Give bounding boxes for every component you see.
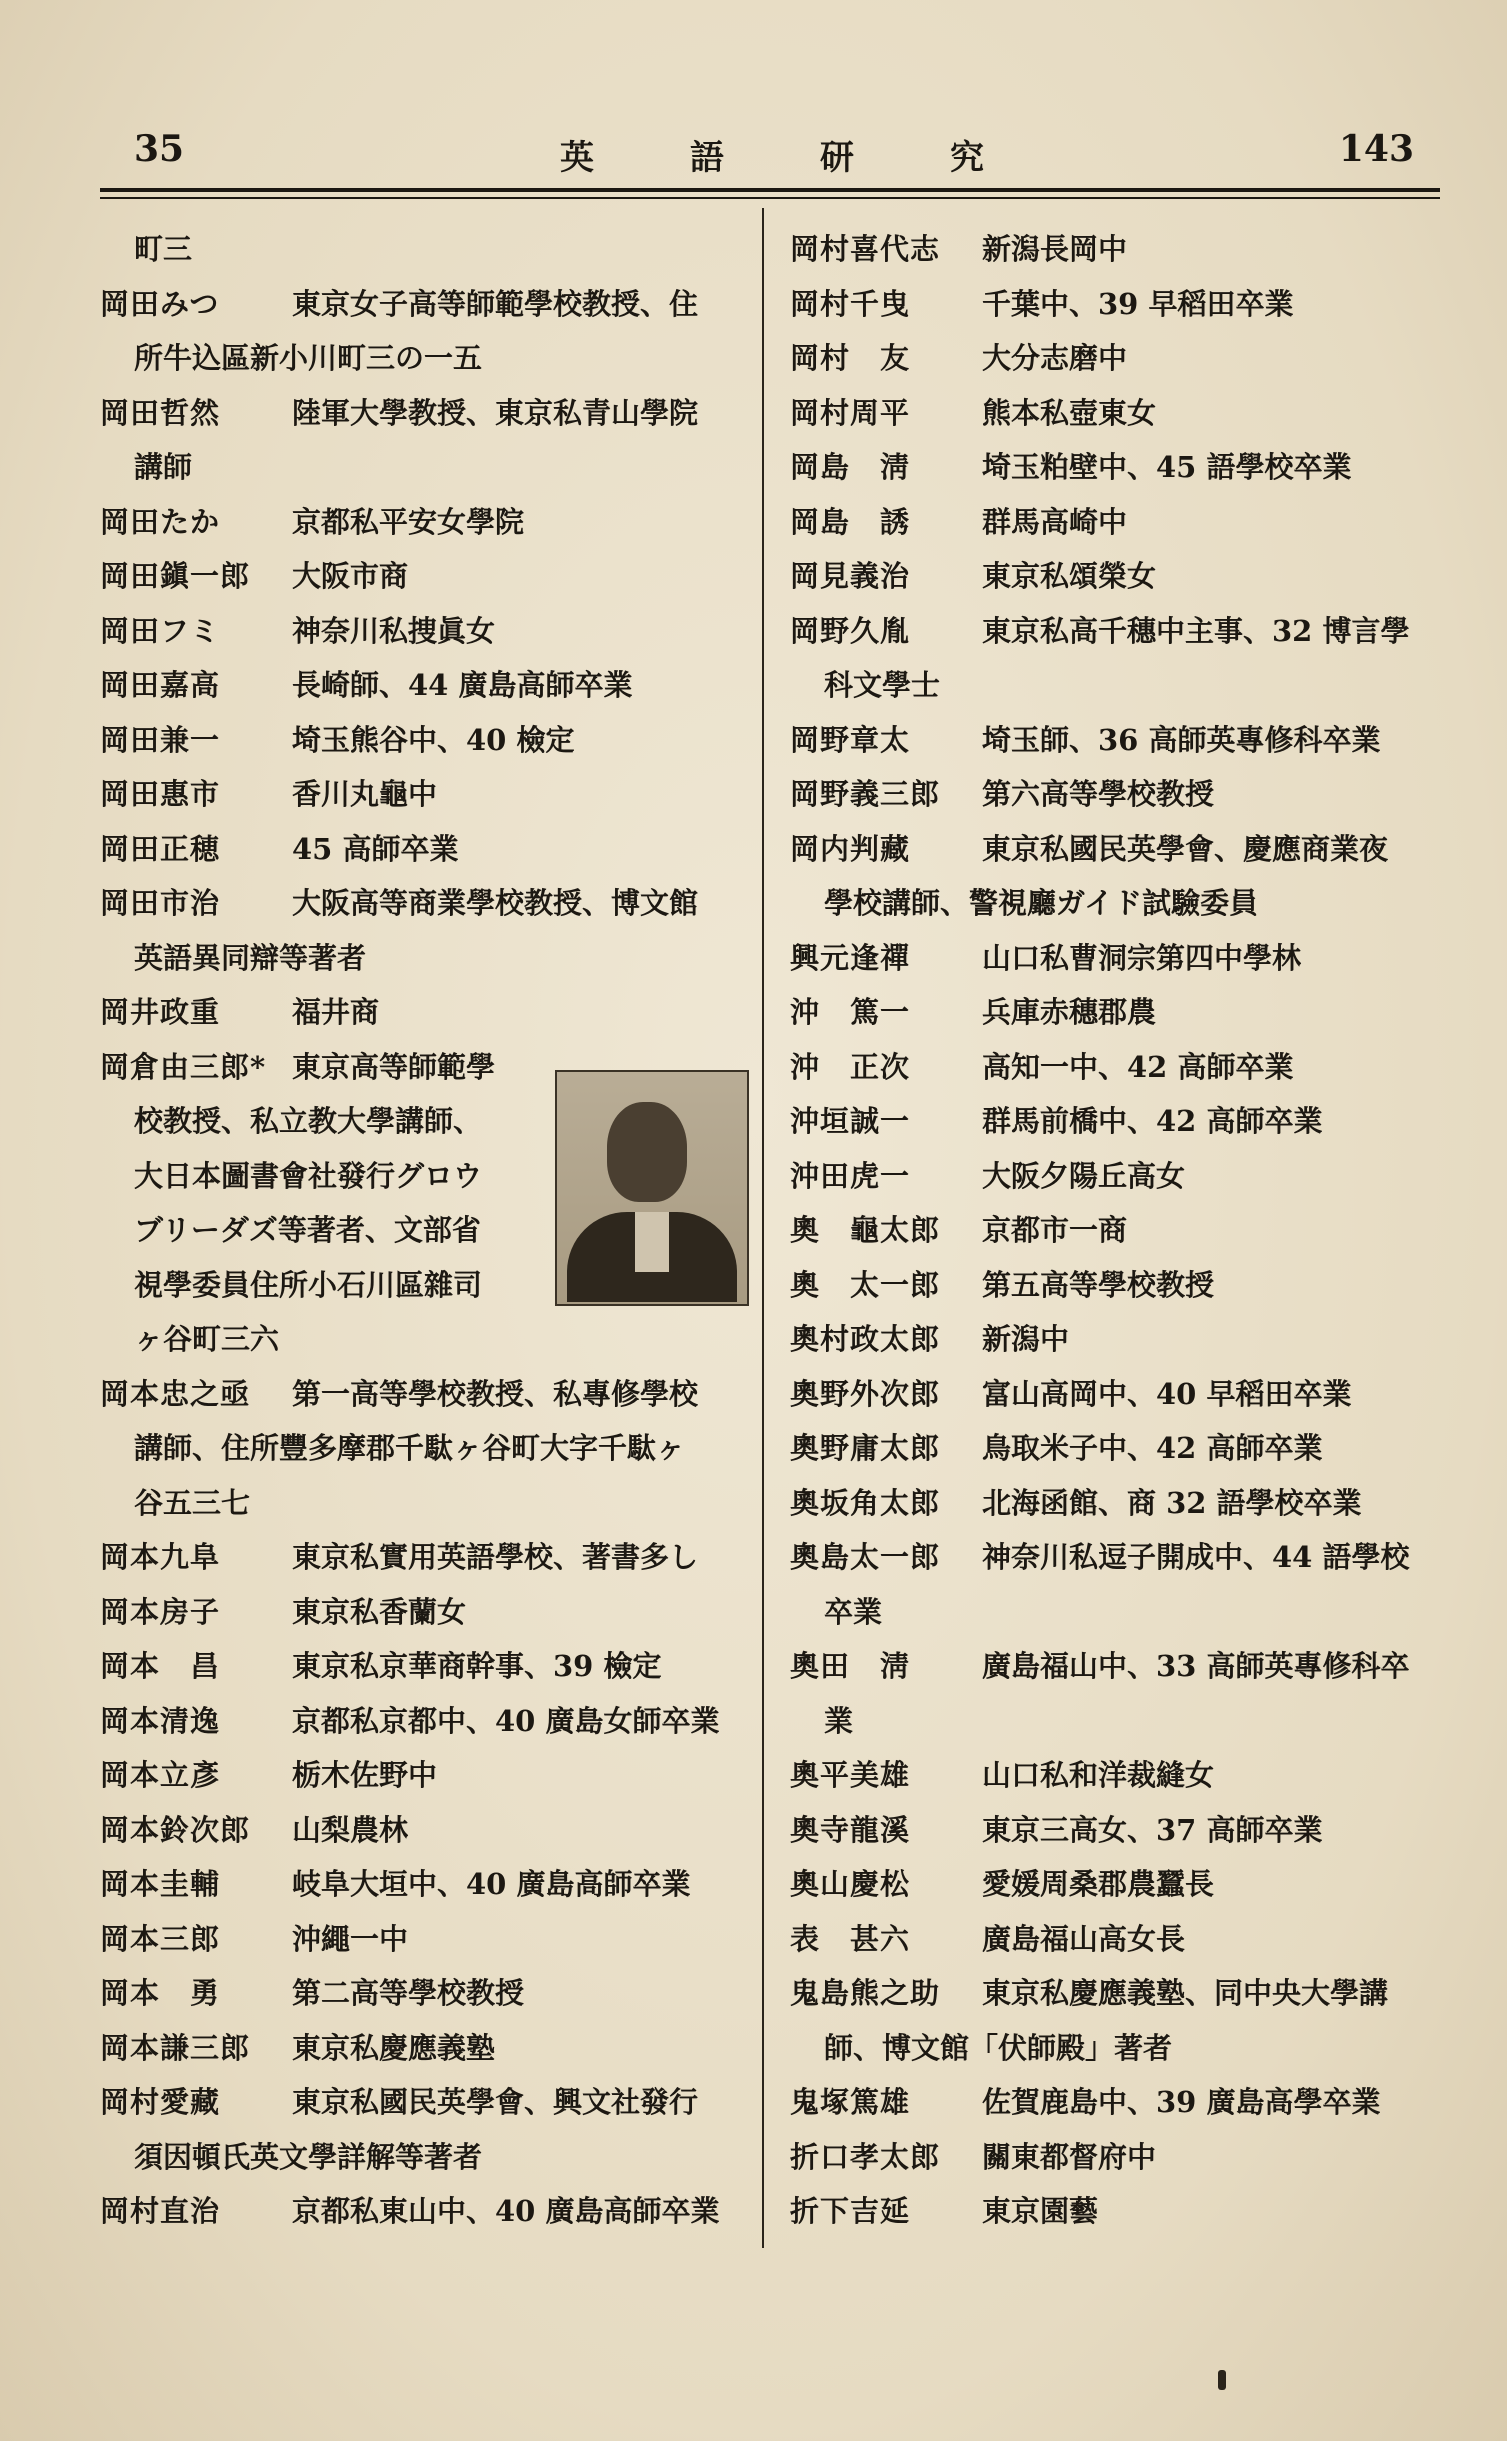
entry-name: 岡本 昌 <box>100 1649 221 1683</box>
directory-entry <box>790 767 1440 822</box>
entry-text: 香川丸龜中 <box>292 777 438 811</box>
entry-name: 岡田正穂 <box>100 831 221 866</box>
entry-name: 折下吉延 <box>790 2194 911 2228</box>
entry-text: 岐阜大垣中、40 廣島高師卒業 <box>292 1867 691 1901</box>
entry-text: 群馬高崎中 <box>982 504 1128 539</box>
entry-name: 表 甚六 <box>790 1921 911 1956</box>
column-divider <box>762 208 764 2248</box>
entry-text: 山梨農林 <box>292 1812 409 1847</box>
entry-text: 東京園藝 <box>982 2194 1099 2228</box>
header-rule-thick <box>100 188 1440 192</box>
entry-name: 奧野外次郎 <box>790 1376 941 1411</box>
directory-entry <box>100 1639 750 1694</box>
entry-name: 岡田惠市 <box>100 777 221 811</box>
entry-text: 大阪夕陽丘高女 <box>982 1158 1186 1193</box>
directory-entry <box>100 1857 750 1912</box>
entry-text: 東京私慶應義塾 <box>292 2030 496 2065</box>
entry-continuation <box>790 1694 1440 1749</box>
entry-continuation <box>100 931 750 986</box>
directory-entry <box>790 2184 1440 2239</box>
directory-entry <box>790 604 1440 659</box>
entry-name: 岡本圭輔 <box>100 1867 221 1901</box>
entry-name: 奧坂角太郎 <box>790 1485 941 1520</box>
directory-entry <box>100 1803 750 1858</box>
entry-text: 東京私頌榮女 <box>982 559 1157 593</box>
entry-text: 所牛込區新小川町三の一五 <box>134 341 483 375</box>
entry-text: 陸軍大學教授、東京私青山學院 <box>292 395 699 430</box>
entry-continuation <box>790 2021 1440 2076</box>
entry-text: 山口私和洋裁縫女 <box>982 1758 1215 1792</box>
entry-text: 英語異同辯等著者 <box>134 940 367 975</box>
entry-text: ブリーダズ等著者、文部省 <box>134 1213 481 1247</box>
entry-text: 富山高岡中、40 早稻田卒業 <box>982 1376 1352 1411</box>
title-char: 語 <box>690 138 726 178</box>
entry-name: 岡倉由三郎* <box>100 1049 267 1084</box>
directory-entry <box>790 1966 1440 2021</box>
entry-name: 岡村直治 <box>100 2194 221 2228</box>
entry-text: 神奈川私逗子開成中、44 語學校 <box>982 1540 1410 1574</box>
entry-name: 岡本謙三郎 <box>100 2030 251 2065</box>
title-char: 英 <box>560 138 596 178</box>
entry-text: 京都市一商 <box>982 1213 1128 1247</box>
entry-name: 沖垣誠一 <box>790 1104 911 1138</box>
directory-entry <box>790 931 1440 986</box>
entry-text: 大阪高等商業學校教授、博文館 <box>292 886 699 920</box>
entry-text: 新潟中 <box>982 1322 1070 1356</box>
entry-text: 京都私京都中、40 廣島女師卒業 <box>292 1703 720 1738</box>
directory-entry <box>100 658 750 713</box>
entry-continuation <box>100 440 750 495</box>
entry-name: 奧 太一郎 <box>790 1267 941 1302</box>
header-rule-thin <box>100 197 1440 199</box>
directory-entry <box>790 1857 1440 1912</box>
entry-text: 熊本私壺東女 <box>982 395 1157 430</box>
directory-entry <box>100 277 750 332</box>
entry-name: 岡島 淸 <box>790 450 911 484</box>
entry-text: 大日本圖書會社發行グロウ <box>134 1158 483 1193</box>
entry-text: 大阪市商 <box>292 559 409 593</box>
entry-text: 北海函館、商 32 語學校卒業 <box>982 1485 1362 1520</box>
directory-entry <box>790 222 1440 277</box>
entry-continuation <box>100 222 750 277</box>
directory-entry <box>790 2130 1440 2185</box>
directory-entry <box>790 549 1440 604</box>
entry-name: 沖 正次 <box>790 1049 911 1084</box>
entry-text: 愛媛周桑郡農蠶長 <box>982 1867 1215 1901</box>
entry-name: 岡野久胤 <box>790 613 911 648</box>
directory-entry <box>100 1585 750 1640</box>
directory-entry <box>790 1094 1440 1149</box>
directory-entry <box>100 1912 750 1967</box>
entry-name: 奧山慶松 <box>790 1867 911 1901</box>
directory-entry <box>790 440 1440 495</box>
entry-text: 兵庫赤穗郡農 <box>982 995 1157 1029</box>
entry-text: 埼玉熊谷中、40 檢定 <box>292 722 575 757</box>
entry-continuation <box>100 1476 750 1531</box>
entry-name: 岡村千曳 <box>790 286 911 321</box>
directory-entry <box>100 822 750 877</box>
page-header <box>100 128 1440 188</box>
entry-name: 岡村 友 <box>790 341 911 375</box>
entry-text: 東京私高千穗中主事、32 博言學 <box>982 613 1410 648</box>
entry-name: 岡田市治 <box>100 886 221 920</box>
entry-text: 東京三高女、37 高師卒業 <box>982 1812 1323 1847</box>
directory-entry <box>790 1530 1440 1585</box>
directory-entry <box>100 604 750 659</box>
entry-text: 高知一中、42 高師卒業 <box>982 1049 1294 1084</box>
entry-name: 沖 篤一 <box>790 995 911 1029</box>
directory-entry <box>100 876 750 931</box>
entry-continuation <box>100 1312 750 1367</box>
directory-entry <box>100 1748 750 1803</box>
entry-name: 岡田たか <box>100 504 221 539</box>
entry-text: 科文學士 <box>824 668 941 702</box>
entry-text: 大分志磨中 <box>982 341 1128 375</box>
directory-entry <box>790 1203 1440 1258</box>
entry-name: 奧田 淸 <box>790 1649 911 1683</box>
entry-text: 鳥取米子中、42 高師卒業 <box>982 1431 1323 1465</box>
entry-text: 卒業 <box>824 1594 883 1629</box>
entry-name: 岡本房子 <box>100 1594 221 1629</box>
directory-entry <box>100 1694 750 1749</box>
entry-text: 第六高等學校教授 <box>982 777 1215 811</box>
entry-text: 校教授、私立教大學講師、 <box>134 1104 483 1138</box>
entry-text: ヶ谷町三六 <box>134 1322 280 1356</box>
entry-name: 岡見義治 <box>790 559 911 593</box>
entry-name: 岡本 勇 <box>100 1976 221 2010</box>
entry-name: 沖田虎一 <box>790 1158 911 1193</box>
directory-entry <box>790 1476 1440 1531</box>
directory-entry <box>100 1530 750 1585</box>
directory-entry <box>100 2184 750 2239</box>
entry-text: 關東都督府中 <box>982 2139 1157 2174</box>
entry-text: 東京私國民英學會、興文社發行 <box>292 2085 699 2119</box>
directory-entry <box>100 767 750 822</box>
directory-entry <box>790 1748 1440 1803</box>
entry-name: 岡村愛藏 <box>100 2085 221 2119</box>
directory-entry <box>790 1040 1440 1095</box>
entry-name: 奧平美雄 <box>790 1758 911 1792</box>
entry-text: 講師、住所豐多摩郡千駄ヶ谷町大字千駄ヶ <box>134 1431 686 1465</box>
entry-name: 奧野庸太郎 <box>790 1431 941 1465</box>
entry-name: 奧 龜太郎 <box>790 1213 941 1247</box>
entry-text: 須因頓氏英文學詳解等著者 <box>134 2139 483 2174</box>
entry-text: 沖繩一中 <box>292 1921 409 1956</box>
directory-entry <box>790 2075 1440 2130</box>
portrait-face <box>607 1102 687 1202</box>
entry-text: 福井商 <box>292 995 380 1029</box>
entry-name: 岡田哲然 <box>100 395 221 430</box>
entry-continuation <box>790 658 1440 713</box>
entry-name: 岡村喜代志 <box>790 232 941 266</box>
portrait-photo <box>555 1070 749 1306</box>
directory-entry <box>100 713 750 768</box>
entry-name: 奧島太一郎 <box>790 1540 941 1574</box>
directory-entry <box>790 1312 1440 1367</box>
entry-text: 埼玉粕壁中、45 語學校卒業 <box>982 450 1352 484</box>
entry-name: 岡田嘉高 <box>100 668 221 702</box>
entry-name: 岡本鈴次郎 <box>100 1812 251 1847</box>
directory-entry <box>790 1149 1440 1204</box>
entry-text: 東京私實用英語學校、著書多し <box>292 1540 699 1574</box>
right-page-number: 143 <box>1338 128 1414 170</box>
directory-entry <box>790 331 1440 386</box>
entry-text: 東京高等師範學 <box>292 1049 496 1084</box>
entry-text: 第五高等學校教授 <box>982 1267 1215 1302</box>
entry-name: 岡本清逸 <box>100 1703 221 1738</box>
entry-name: 折口孝太郎 <box>790 2139 941 2174</box>
directory-entry <box>100 549 750 604</box>
entry-text: 京都私東山中、40 廣島高師卒業 <box>292 2194 720 2228</box>
entry-text: 東京女子高等師範學校教授、住 <box>292 286 699 321</box>
entry-text: 東京私香蘭女 <box>292 1594 467 1629</box>
entry-text: 第二高等學校教授 <box>292 1976 525 2010</box>
entry-text: 長崎師、44 廣島高師卒業 <box>292 668 633 702</box>
directory-entry <box>790 1421 1440 1476</box>
directory-entry <box>100 2021 750 2076</box>
directory-entry <box>790 277 1440 332</box>
directory-entry <box>790 495 1440 550</box>
entry-name: 岡村周平 <box>790 395 911 430</box>
entry-name: 鬼塚篤雄 <box>790 2085 911 2119</box>
entry-name: 鬼島熊之助 <box>790 1976 941 2010</box>
entry-text: 東京私京華商幹事、39 檢定 <box>292 1649 662 1683</box>
directory-entry <box>100 2075 750 2130</box>
entry-name: 岡田フミ <box>100 613 221 648</box>
entry-text: 45 高師卒業 <box>292 831 459 866</box>
directory-entry <box>100 1966 750 2021</box>
entry-name: 岡本三郎 <box>100 1921 221 1956</box>
directory-entry <box>790 713 1440 768</box>
directory-entry <box>790 1803 1440 1858</box>
portrait-collar <box>635 1212 669 1272</box>
entry-name: 奧村政太郎 <box>790 1322 941 1356</box>
entry-text: 佐賀鹿島中、39 廣島高學卒業 <box>982 2085 1381 2119</box>
directory-entry <box>790 1367 1440 1422</box>
entry-text: 千葉中、39 早稻田卒業 <box>982 286 1294 321</box>
entry-name: 岡内判藏 <box>790 831 911 866</box>
directory-entry <box>100 985 750 1040</box>
entry-text: 東京私國民英學會、慶應商業夜 <box>982 831 1389 866</box>
title-char: 究 <box>950 138 986 178</box>
entry-name: 岡井政重 <box>100 995 221 1029</box>
directory-entry <box>790 1258 1440 1313</box>
entry-text: 業 <box>824 1703 854 1738</box>
entry-text: 東京私慶應義塾、同中央大學講 <box>982 1976 1389 2010</box>
entry-text: 谷五三七 <box>134 1485 251 1520</box>
entry-name: 岡田兼一 <box>100 722 221 757</box>
directory-entry <box>100 386 750 441</box>
left-page-number: 35 <box>134 128 185 170</box>
entry-name: 岡本九阜 <box>100 1540 221 1574</box>
entry-name: 奧寺龍溪 <box>790 1812 911 1847</box>
entry-text: 第一高等學校教授、私專修學校 <box>292 1376 699 1411</box>
entry-text: 師、博文館「伏師殿」著者 <box>824 2030 1173 2065</box>
entry-name: 岡島 誘 <box>790 504 911 539</box>
directory-entry <box>790 1639 1440 1694</box>
entry-text: 群馬前橋中、42 高師卒業 <box>982 1104 1323 1138</box>
entry-text: 學校講師、警視廳ガイド試驗委員 <box>824 886 1259 920</box>
entry-name: 岡野義三郎 <box>790 777 941 811</box>
entry-name: 岡田みつ <box>100 286 220 321</box>
entry-continuation <box>100 1421 750 1476</box>
directory-entry <box>790 1912 1440 1967</box>
entry-name: 興元逢禪 <box>790 940 911 975</box>
entry-text: 神奈川私捜眞女 <box>292 613 496 648</box>
entry-name: 岡本忠之亟 <box>100 1376 251 1411</box>
entry-name: 岡本立彥 <box>100 1758 221 1792</box>
entry-name: 岡野章太 <box>790 722 911 757</box>
title-char: 研 <box>820 138 856 178</box>
entry-continuation <box>790 1585 1440 1640</box>
entry-text: 埼玉師、36 高師英專修科卒業 <box>982 722 1381 757</box>
entry-text: 山口私曹洞宗第四中學林 <box>982 940 1302 975</box>
directory-entry <box>790 985 1440 1040</box>
entry-text: 栃木佐野中 <box>292 1758 438 1792</box>
directory-entry <box>790 386 1440 441</box>
entry-name: 岡田鎭一郎 <box>100 559 251 593</box>
directory-entry <box>790 822 1440 877</box>
directory-entry <box>100 495 750 550</box>
entry-text: 廣島福山高女長 <box>982 1921 1186 1956</box>
right-column <box>790 222 1440 2239</box>
directory-entry <box>100 1367 750 1422</box>
entry-continuation <box>100 2130 750 2185</box>
entry-text: 廣島福山中、33 高師英專修科卒 <box>982 1649 1410 1683</box>
ink-mark <box>1218 2370 1226 2390</box>
entry-text: 講師 <box>134 450 193 484</box>
entry-text: 京都私平安女學院 <box>292 504 525 539</box>
entry-continuation <box>100 331 750 386</box>
entry-continuation <box>790 876 1440 931</box>
running-title <box>560 130 1080 179</box>
entry-text: 新潟長岡中 <box>982 232 1128 266</box>
entry-text: 視學委員住所小石川區雜司 <box>134 1267 483 1302</box>
entry-text: 町三 <box>134 232 193 266</box>
